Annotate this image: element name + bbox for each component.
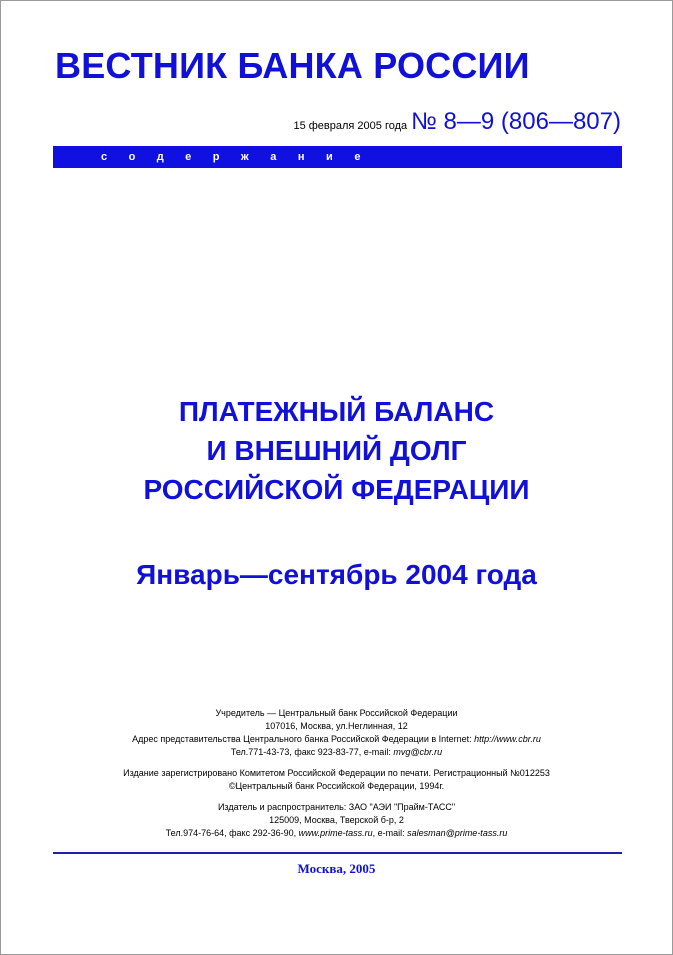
registration-line: Издание зарегистрировано Комитетом Российской Федерации по печати. Регистрационный №012253	[123, 768, 550, 778]
publisher-info	[0, 801, 673, 840]
copyright-line: ©Центральный банк Российской Федерации, 1994г.	[228, 781, 445, 791]
title-line-1: ПЛАТЕЖНЫЙ БАЛАНС	[178, 396, 495, 427]
publisher-line: Издатель и распространитель: ЗАО "АЭИ "Прайм-ТАСС"	[217, 802, 456, 812]
journal-title: ВЕСТНИК БАНКА РОССИИ	[55, 45, 530, 86]
report-period: Январь—сентябрь 2004 года	[136, 559, 537, 590]
city-year: Москва, 2005	[297, 861, 376, 876]
cbr-email-link[interactable]: mvg@cbr.ru	[393, 747, 443, 757]
phone-fax-label: Тел.771-43-73, факс 923-83-77, e-mail:	[230, 747, 394, 757]
founder-line: Учредитель — Центральный банк Российской Федерации	[215, 708, 458, 718]
title-line-2: И ВНЕШНИЙ ДОЛГ	[206, 435, 467, 466]
cbr-website-link[interactable]: http://www.cbr.ru	[474, 734, 541, 744]
contact-line	[0, 746, 673, 759]
internet-line	[0, 733, 673, 746]
issue-line	[293, 108, 621, 136]
publisher-contact-line	[0, 827, 673, 840]
founder-info	[0, 707, 673, 759]
prime-tass-website-link[interactable]: www.prime-tass.ru	[298, 828, 373, 838]
contents-label[interactable]: содержание	[101, 151, 382, 163]
founder-address: 107016, Москва, ул.Неглинная, 12	[265, 721, 408, 731]
internet-label: Адрес представительства Центрального банка Российской Федерации в Internet:	[132, 734, 475, 744]
email-label: , e-mail:	[372, 828, 408, 838]
registration-info	[0, 767, 673, 793]
document-title	[0, 392, 673, 509]
contents-bar[interactable]	[53, 146, 622, 168]
footer-divider	[53, 852, 622, 854]
issue-date: 15 февраля 2005 года	[293, 120, 408, 132]
publisher-address: 125009, Москва, Тверской б-р, 2	[269, 815, 404, 825]
issue-number: № 8—9 (806—807)	[411, 108, 621, 135]
publisher-phone-label: Тел.974-76-64, факс 292-36-90,	[165, 828, 299, 838]
prime-tass-email-link[interactable]: salesman@prime-tass.ru	[407, 828, 508, 838]
title-line-3: РОССИЙСКОЙ ФЕДЕРАЦИИ	[143, 474, 530, 505]
